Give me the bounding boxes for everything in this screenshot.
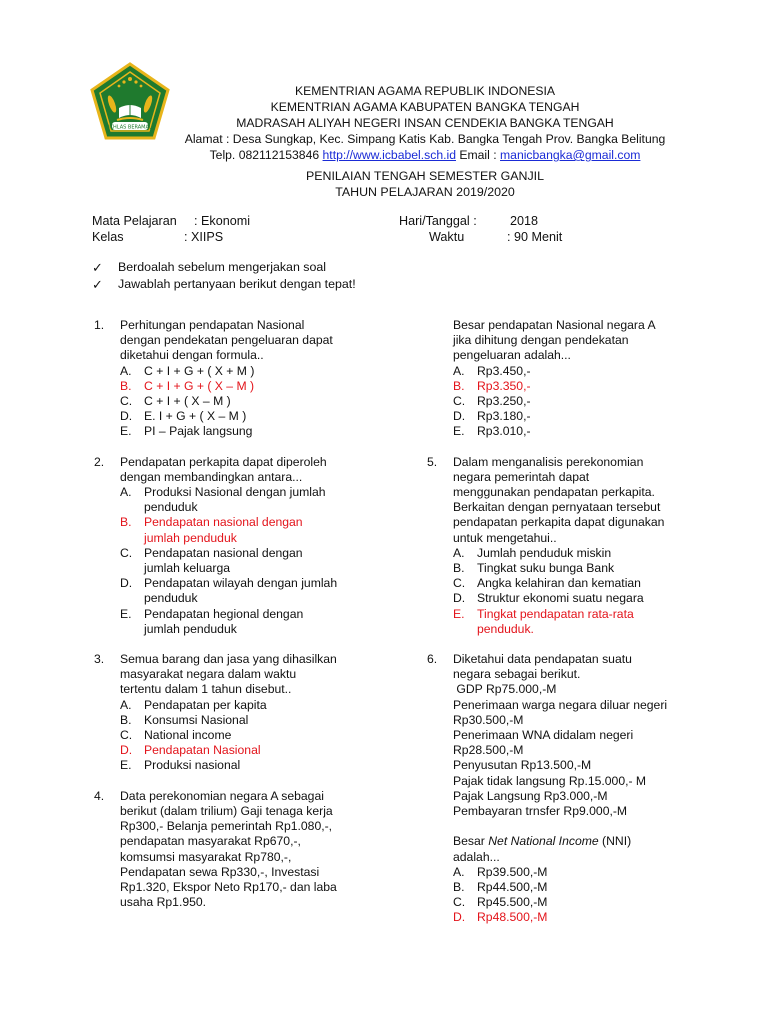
question-text: jika dihitung dengan pendekatan <box>453 333 629 348</box>
data-line: Pajak Langsung Rp3.000,-M <box>453 788 608 803</box>
option-c[interactable] <box>453 895 697 910</box>
question-number: 5. <box>427 454 438 469</box>
option-b[interactable] <box>453 561 697 576</box>
instructions <box>92 259 356 293</box>
question-text: Semua barang dan jasa yang dihasilkan <box>120 652 337 667</box>
option-a[interactable] <box>453 865 697 880</box>
instruction-2: Jawablah pertanyaan berikut dengan tepat! <box>118 277 356 291</box>
data-line: Penyusutan Rp13.500,-M <box>453 758 592 773</box>
letterhead <box>150 83 700 163</box>
data-line: Rp28.500,-M <box>453 743 524 758</box>
option-letter: D. <box>120 743 133 758</box>
data-line: Rp30.500,-M <box>453 712 524 727</box>
option-letter: D. <box>453 591 466 606</box>
option-c[interactable] <box>120 546 414 576</box>
option-text: C + I + ( X – M ) <box>144 394 231 409</box>
option-c[interactable] <box>120 728 414 743</box>
exam-info-right <box>399 213 562 245</box>
option-text: Produksi nasional <box>144 758 241 773</box>
contact-line <box>150 147 700 163</box>
question-number: 4. <box>94 788 105 803</box>
data-line: Penerimaan warga negara diluar negeri <box>453 697 668 712</box>
website-link[interactable]: http://www.icbabel.sch.id <box>322 148 456 162</box>
time-label: Waktu <box>429 230 465 244</box>
option-letter: E. <box>120 424 132 439</box>
email-link[interactable]: manicbangka@gmail.com <box>500 148 641 162</box>
date-label: Hari/Tanggal : <box>399 214 477 228</box>
question-text: menggunakan pendapatan perkapita. <box>453 485 655 500</box>
option-e-answer[interactable] <box>453 607 697 637</box>
question-text: berikut (dalam trilium) Gaji tenaga kerja <box>120 803 333 818</box>
option-text: E. I + G + ( X – M ) <box>144 409 247 424</box>
option-text: Jumlah penduduk miskin <box>477 545 612 560</box>
option-letter: D. <box>120 409 133 424</box>
option-text-cont: jumlah penduduk <box>144 621 237 636</box>
option-letter: C. <box>453 895 466 910</box>
subject-value: : Ekonomi <box>194 214 250 228</box>
option-text: Rp45.500,-M <box>477 895 548 910</box>
option-letter: D. <box>120 576 133 591</box>
question-number: 6. <box>427 652 438 667</box>
option-letter: C. <box>453 394 466 409</box>
option-d[interactable] <box>453 409 697 424</box>
prompt-suffix: (NNI) <box>598 834 632 849</box>
option-e[interactable] <box>120 424 414 439</box>
option-d[interactable] <box>120 576 414 606</box>
option-text: Konsumsi Nasional <box>144 712 249 727</box>
option-text: Pendapatan Nasional <box>144 743 261 758</box>
address-line: Alamat : Desa Sungkap, Kec. Simpang Katis Kab. Bangka Tengah Prov. Bangka Belitung <box>184 132 666 146</box>
option-text: Pendapatan per kapita <box>144 697 267 712</box>
option-letter: C. <box>453 576 466 591</box>
option-text: Pendapatan wilayah dengan jumlah <box>144 576 338 591</box>
question-text: masyarakat negara dalam waktu <box>120 667 297 682</box>
option-letter: D. <box>453 910 466 925</box>
option-letter: E. <box>120 606 132 621</box>
option-letter: B. <box>120 712 132 727</box>
option-text: Produksi Nasional dengan jumlah <box>144 485 326 500</box>
question-4-continued <box>427 318 697 440</box>
option-letter: A. <box>120 363 132 378</box>
question-text: untuk mengetahui.. <box>453 530 557 545</box>
school-line: MADRASAH ALIYAH NEGERI INSAN CENDEKIA BANGKA TENGAH <box>236 116 614 130</box>
data-line: Pajak tidak langsung Rp.15.000,- M <box>453 773 647 788</box>
exam-title-line1: PENILAIAN TENGAH SEMESTER GANJIL <box>305 169 544 183</box>
class-value: : XIIPS <box>184 230 224 244</box>
question-text: negara sebagai berikut. <box>453 667 581 682</box>
time-value: : 90 Menit <box>507 230 563 244</box>
question-text: negara pemerintah dapat <box>453 469 590 484</box>
option-a[interactable] <box>453 364 697 379</box>
option-letter: B. <box>453 561 465 576</box>
option-c[interactable] <box>453 576 697 591</box>
check-icon: ✓ <box>92 260 103 275</box>
option-e[interactable] <box>453 424 697 439</box>
option-letter: C. <box>120 545 133 560</box>
option-c[interactable] <box>453 394 697 409</box>
option-a[interactable] <box>120 364 414 379</box>
prompt-prefix: Besar <box>453 834 489 849</box>
option-b-answer[interactable] <box>120 379 414 394</box>
question-text: Dalam menganalisis perekonomian <box>453 454 644 469</box>
question-number: 3. <box>94 652 105 667</box>
question-1 <box>94 318 414 440</box>
question-4 <box>94 789 414 911</box>
option-letter: A. <box>453 545 465 560</box>
question-text: usaha Rp1.950. <box>120 895 207 910</box>
option-b-answer[interactable] <box>453 379 697 394</box>
option-a[interactable] <box>120 485 414 515</box>
phone-text: Telp. 082112153846 <box>209 148 323 162</box>
option-text: C + I + G + ( X – M ) <box>144 378 255 393</box>
option-d[interactable] <box>120 409 414 424</box>
option-text: Tingkat suku bunga Bank <box>477 561 615 576</box>
question-text: pengeluaran adalah... <box>453 348 571 363</box>
option-text: Rp3.250,- <box>477 394 531 409</box>
date-value: 2018 <box>510 214 539 228</box>
option-letter: B. <box>453 879 465 894</box>
option-text-cont: jumlah penduduk <box>144 530 237 545</box>
question-text: Pendapatan perkapita dapat diperoleh <box>120 454 327 469</box>
question-text: dengan membandingkan antara... <box>120 469 303 484</box>
question-prompt-cont: adalah... <box>453 849 500 864</box>
exam-title-line2: TAHUN PELAJARAN 2019/2020 <box>335 185 515 199</box>
option-b-answer[interactable] <box>120 515 414 545</box>
option-letter: A. <box>120 485 132 500</box>
option-text-cont: jumlah keluarga <box>144 561 231 576</box>
question-text: diketahui dengan formula.. <box>120 348 264 363</box>
question-text: dengan pendekatan pengeluaran dapat <box>120 333 333 348</box>
option-e[interactable] <box>120 758 414 773</box>
option-letter: E. <box>453 424 465 439</box>
option-letter: A. <box>453 864 465 879</box>
instruction-1: Berdoalah sebelum mengerjakan soal <box>118 260 327 274</box>
option-text: National income <box>144 728 232 743</box>
question-text: Besar pendapatan Nasional negara A <box>453 318 656 332</box>
question-text: Berkaitan dengan pernyataan tersebut <box>453 500 661 515</box>
option-letter: C. <box>120 394 133 409</box>
option-text: Rp3.350,- <box>477 378 531 393</box>
question-6 <box>427 652 697 925</box>
subject-label: Mata Pelajaran <box>92 214 177 228</box>
left-column <box>94 318 414 910</box>
option-text: PI – Pajak langsung <box>144 424 253 439</box>
question-3 <box>94 652 414 774</box>
option-text: Pendapatan nasional dengan <box>144 545 303 560</box>
option-letter: B. <box>453 378 465 393</box>
option-letter: A. <box>453 363 465 378</box>
option-d-answer[interactable] <box>453 910 697 925</box>
ministry-line: KEMENTRIAN AGAMA REPUBLIK INDONESIA <box>294 84 556 98</box>
option-text: Angka kelahiran dan kematian <box>477 576 641 591</box>
question-text: Perhitungan pendapatan Nasional <box>120 318 305 332</box>
question-prompt <box>453 834 697 849</box>
question-number: 2. <box>94 454 105 469</box>
class-label: Kelas <box>92 230 124 244</box>
exam-info-left <box>92 213 250 245</box>
option-d[interactable] <box>453 591 697 606</box>
question-text: pendapatan perkapita dapat digunakan <box>453 515 665 530</box>
option-c[interactable] <box>120 394 414 409</box>
option-letter: B. <box>120 378 132 393</box>
data-line: Pembayaran trnsfer Rp9.000,-M <box>453 804 628 819</box>
option-e[interactable] <box>120 607 414 637</box>
exam-title <box>150 168 700 200</box>
option-text-cont: penduduk <box>144 591 198 606</box>
question-2 <box>94 455 414 637</box>
option-b[interactable] <box>453 880 697 895</box>
question-text: komsumsi masyarakat Rp780,-, <box>120 849 292 864</box>
option-a[interactable] <box>453 546 697 561</box>
option-text: Rp3.010,- <box>477 424 531 439</box>
logo-motto: IKHLAS BERAMAL <box>108 124 152 131</box>
question-text: pendapatan masyarakat Rp670,-, <box>120 834 301 849</box>
option-letter: E. <box>453 606 465 621</box>
option-letter: C. <box>120 728 133 743</box>
option-b[interactable] <box>120 713 414 728</box>
data-line: Penerimaan WNA didalam negeri <box>453 728 634 743</box>
question-text: Rp300,- Belanja pemerintah Rp1.080,-, <box>120 819 333 834</box>
question-text: tertentu dalam 1 tahun disebut.. <box>120 682 292 697</box>
prompt-term: Net National Income <box>488 834 599 849</box>
option-letter: A. <box>120 697 132 712</box>
data-line: GDP Rp75.000,-M <box>453 682 557 697</box>
option-text: C + I + G + ( X + M ) <box>144 363 255 378</box>
option-text: Struktur ekonomi suatu negara <box>477 591 644 606</box>
right-column <box>427 318 697 926</box>
option-text: Rp39.500,-M <box>477 864 548 879</box>
option-text: Pendapatan nasional dengan <box>144 515 303 530</box>
question-text: Rp1.320, Ekspor Neto Rp170,- dan laba <box>120 879 337 894</box>
regency-line: KEMENTRIAN AGAMA KABUPATEN BANGKA TENGAH <box>270 100 580 114</box>
question-text: Data perekonomian negara A sebagai <box>120 788 324 803</box>
option-d-answer[interactable] <box>120 743 414 758</box>
question-text: Diketahui data pendapatan suatu <box>453 652 632 667</box>
option-text: Pendapatan hegional dengan <box>144 606 304 621</box>
option-text: Rp44.500,-M <box>477 879 548 894</box>
option-text: Rp3.180,- <box>477 409 531 424</box>
email-label: Email : <box>455 148 501 162</box>
option-text-cont: penduduk <box>144 500 198 515</box>
option-text: Tingkat pendapatan rata-rata <box>477 606 634 621</box>
option-text-cont: penduduk. <box>477 621 534 636</box>
question-text: Pendapatan sewa Rp330,-, Investasi <box>120 864 320 879</box>
option-letter: D. <box>453 409 466 424</box>
check-icon: ✓ <box>92 277 103 292</box>
option-text: Rp48.500,-M <box>477 910 548 925</box>
option-text: Rp3.450,- <box>477 363 531 378</box>
question-5 <box>427 455 697 637</box>
option-a[interactable] <box>120 698 414 713</box>
question-number: 1. <box>94 318 105 332</box>
option-letter: B. <box>120 515 132 530</box>
option-letter: E. <box>120 758 132 773</box>
